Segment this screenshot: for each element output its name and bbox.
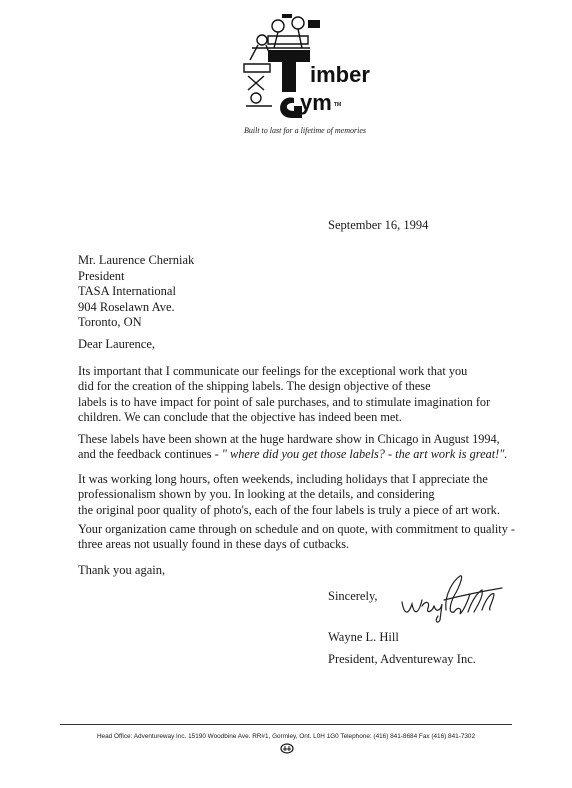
- recipient-city: Toronto, ON: [78, 315, 142, 329]
- letterhead-tagline: Built to last for a lifetime of memories: [244, 126, 366, 135]
- recipient-street: 904 Roselawn Ave.: [78, 299, 175, 314]
- paragraph-line: [78, 447, 518, 462]
- footer-divider: [60, 724, 512, 725]
- sign-off: Sincerely,: [328, 589, 378, 603]
- paragraph-line: did for the creation of the shipping labels. The design objective of these: [78, 379, 431, 394]
- paragraph-line: professionalism shown by you. In looking at the details, and considering: [78, 487, 435, 502]
- logo-word-imber: imber: [310, 62, 370, 87]
- paragraph-line: labels is to have impact for point of sale purchases, and to stimulate imagination for: [78, 394, 491, 409]
- recipient-address: [78, 253, 194, 331]
- closing-line: Thank you again,: [78, 563, 166, 577]
- body-paragraph-3: [78, 472, 518, 518]
- union-label-icon: [280, 743, 294, 754]
- letter-date: September 16, 1994: [328, 218, 429, 232]
- paragraph-line: three areas not usually found in these days of cutbacks.: [78, 537, 350, 552]
- paragraph-line: Your organization came through on schedule and on quote, with commitment to quality -: [78, 522, 516, 536]
- body-paragraph-1: [78, 364, 518, 425]
- logo-trademark: TM: [334, 102, 342, 108]
- paragraph-line: These labels have been shown at the huge hardware show in Chicago in August 1994,: [78, 432, 500, 446]
- timber-gym-logo: [238, 14, 368, 122]
- paragraph-line: Its important that I communicate our feelings for the exceptional work that you: [78, 364, 468, 378]
- feedback-quote: " where did you get those labels? - the art work is great!".: [221, 447, 508, 462]
- recipient-name: Mr. Laurence Cherniak: [78, 253, 195, 267]
- body-paragraph-4: [78, 522, 518, 553]
- paragraph-line: the original poor quality of photo's, each of the four labels is truly a piece of art work.: [78, 502, 500, 517]
- paragraph-line: children. We can conclude that the objective has indeed been met.: [78, 409, 402, 424]
- signer-title: President, Adventureway Inc.: [328, 652, 476, 666]
- logo-word-ym: ym: [300, 90, 332, 115]
- signer-name: Wayne L. Hill: [328, 630, 399, 644]
- paragraph-text: and the feedback continues -: [78, 447, 222, 462]
- body-paragraph-2: [78, 432, 518, 463]
- recipient-title: President: [78, 268, 125, 283]
- recipient-company: TASA International: [78, 284, 176, 298]
- paragraph-line: It was working long hours, often weekends, including holidays that I appreciate the: [78, 472, 488, 486]
- signer-block: [328, 626, 476, 670]
- handwritten-signature: [398, 570, 508, 624]
- footer-address: Head Office: Adventureway Inc. 15190 Woodbine Ave. RR#1, Gormley, Ont. L0H 1G0 Telephone: (416) 841-8684 Fax (416) 841-7302: [96, 733, 476, 740]
- salutation: Dear Laurence,: [78, 337, 156, 351]
